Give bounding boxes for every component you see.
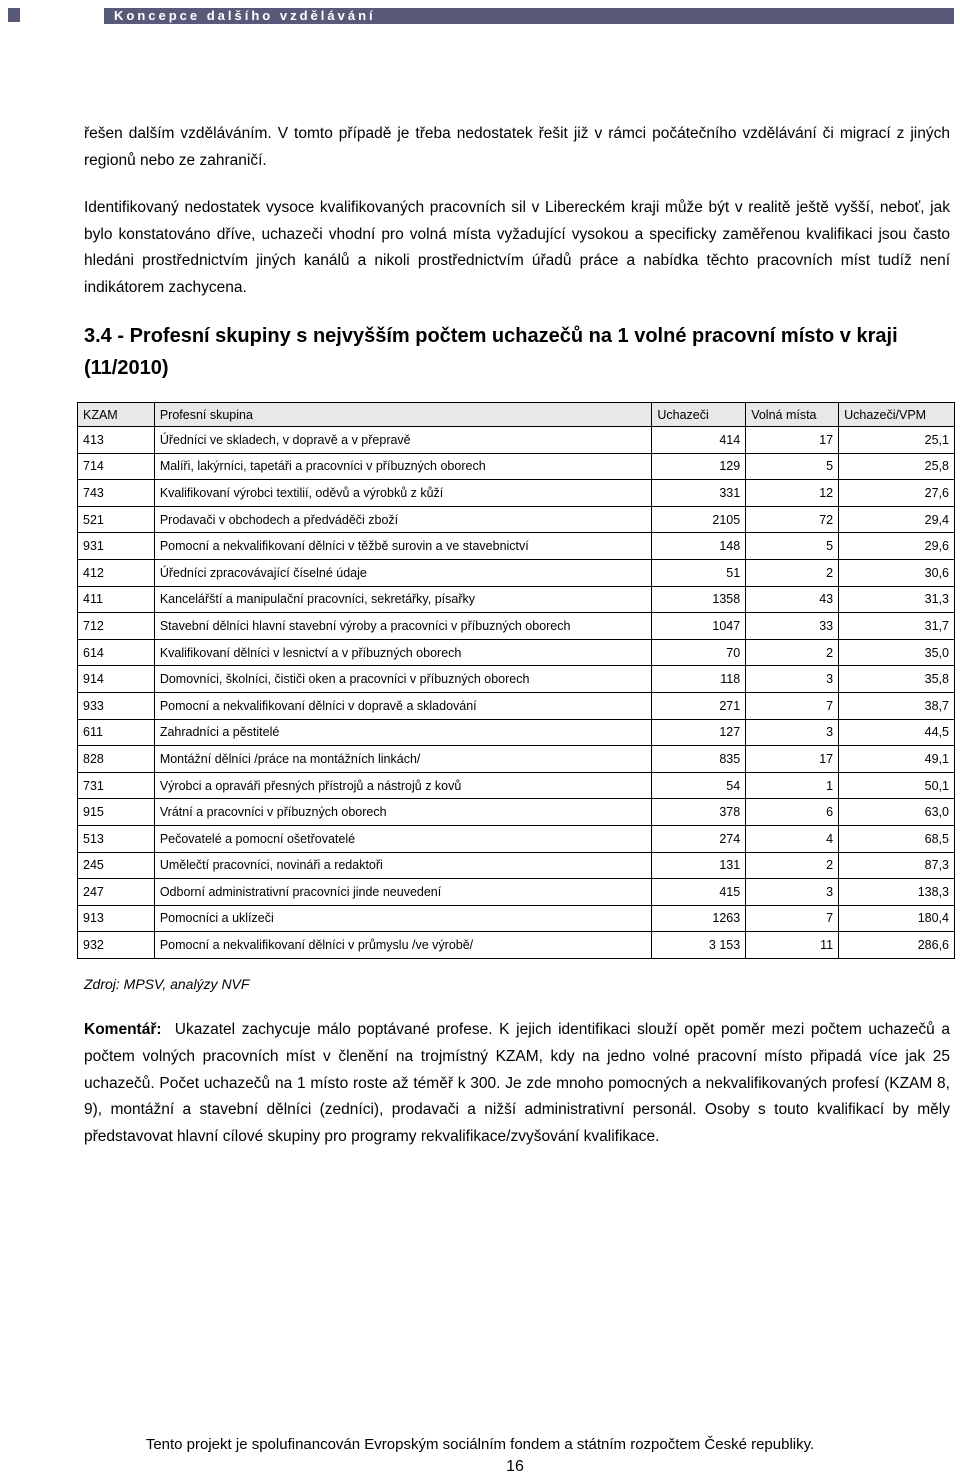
source-note: Zdroj: MPSV, analýzy NVF <box>84 976 250 992</box>
cell-kzam: 411 <box>78 586 155 613</box>
table-row <box>78 879 955 906</box>
cell-uchazeci-vpm: 25,8 <box>839 453 955 480</box>
cell-uchazeci: 70 <box>652 639 746 666</box>
cell-volna-mista: 12 <box>746 480 839 507</box>
cell-kzam: 914 <box>78 666 155 693</box>
header-kzam: KZAM <box>78 403 155 427</box>
cell-uchazeci-vpm: 35,0 <box>839 639 955 666</box>
cell-kzam: 611 <box>78 719 155 746</box>
header-title: Koncepce dalšího vzdělávání <box>114 8 376 23</box>
cell-uchazeci-vpm: 25,1 <box>839 427 955 454</box>
cell-profesni-skupina: Pečovatelé a pomocní ošetřovatelé <box>154 825 652 852</box>
table-row <box>78 586 955 613</box>
header-profesni-skupina: Profesní skupina <box>154 403 652 427</box>
comment-block <box>84 1017 950 1151</box>
cell-volna-mista: 3 <box>746 719 839 746</box>
cell-profesni-skupina: Malíři, lakýrníci, tapetáři a pracovníci v příbuzných oborech <box>154 453 652 480</box>
cell-kzam: 245 <box>78 852 155 879</box>
table-row <box>78 453 955 480</box>
cell-volna-mista: 5 <box>746 453 839 480</box>
table-row <box>78 905 955 932</box>
table-row <box>78 533 955 560</box>
cell-uchazeci: 129 <box>652 453 746 480</box>
comment-text: Ukazatel zachycuje málo poptávané profese. K jejich identifikaci slouží opět poměr mezi počtem uchazečů a počtem volných pracovních míst v členění na trojmístný KZAM, kdy na jedno volné pracovní místo připadá více jak 25 uchazečů. Počet uchazečů na 1 místo roste až téměř k 300. Je zde mnoho pomocných a nekvalifikovaných profesí (KZAM 8, 9), montážní a stavební dělníci (zedníci), prodavači a nižší administrativní personál. Osoby s touto kvalifikací by měly představovat hlavní cílové skupiny pro programy rekvalifikace/zvyšování kvalifikace. <box>84 1021 950 1146</box>
cell-uchazeci: 54 <box>652 772 746 799</box>
cell-uchazeci: 1358 <box>652 586 746 613</box>
header-uchazeci: Uchazeči <box>652 403 746 427</box>
kzam-table <box>77 402 955 959</box>
cell-uchazeci: 51 <box>652 559 746 586</box>
cell-volna-mista: 7 <box>746 692 839 719</box>
cell-uchazeci-vpm: 180,4 <box>839 905 955 932</box>
cell-kzam: 521 <box>78 506 155 533</box>
cell-kzam: 743 <box>78 480 155 507</box>
cell-profesni-skupina: Výrobci a opraváři přesných přístrojů a nástrojů z kovů <box>154 772 652 799</box>
cell-profesni-skupina: Pomocní a nekvalifikovaní dělníci v těžbě surovin a ve stavebnictví <box>154 533 652 560</box>
cell-uchazeci: 414 <box>652 427 746 454</box>
cell-volna-mista: 2 <box>746 559 839 586</box>
cell-uchazeci-vpm: 50,1 <box>839 772 955 799</box>
table-body <box>78 427 955 959</box>
table-row <box>78 639 955 666</box>
header-bar <box>104 8 954 24</box>
cell-uchazeci-vpm: 27,6 <box>839 480 955 507</box>
table-header-row <box>78 403 955 427</box>
cell-volna-mista: 2 <box>746 639 839 666</box>
cell-volna-mista: 43 <box>746 586 839 613</box>
cell-volna-mista: 33 <box>746 613 839 640</box>
cell-uchazeci-vpm: 49,1 <box>839 746 955 773</box>
table-row <box>78 506 955 533</box>
cell-uchazeci-vpm: 29,4 <box>839 506 955 533</box>
cell-kzam: 828 <box>78 746 155 773</box>
cell-kzam: 915 <box>78 799 155 826</box>
cell-profesni-skupina: Umělečtí pracovníci, novináři a redaktoři <box>154 852 652 879</box>
cell-kzam: 513 <box>78 825 155 852</box>
table-row <box>78 852 955 879</box>
cell-uchazeci: 835 <box>652 746 746 773</box>
cell-volna-mista: 3 <box>746 666 839 693</box>
footer-text: Tento projekt je spolufinancován Evropským sociálním fondem a státním rozpočtem České republiky. <box>145 1436 815 1453</box>
cell-volna-mista: 1 <box>746 772 839 799</box>
table-row <box>78 719 955 746</box>
paragraph-2: Identifikovaný nedostatek vysoce kvalifikovaných pracovních sil v Libereckém kraji může být v realitě ještě vyšší, neboť, jak bylo konstatováno dříve, uchazeči vhodní pro volná místa vyžadující vysokou a specificky zaměřenou kvalifikaci jsou často hledáni prostřednictvím jiných kanálů a nikoli prostřednictvím úřadů práce a nabídka těchto pracovních míst tudíž není indikátorem zachycena. <box>84 199 950 296</box>
cell-profesni-skupina: Prodavači v obchodech a předváděči zboží <box>154 506 652 533</box>
cell-profesni-skupina: Stavební dělníci hlavní stavební výroby a pracovníci v příbuzných oborech <box>154 613 652 640</box>
cell-profesni-skupina: Vrátní a pracovníci v příbuzných oborech <box>154 799 652 826</box>
cell-uchazeci-vpm: 31,7 <box>839 613 955 640</box>
table-row <box>78 480 955 507</box>
cell-uchazeci-vpm: 30,6 <box>839 559 955 586</box>
comment-label: Komentář: <box>84 1021 162 1038</box>
cell-profesni-skupina: Pomocníci a uklízeči <box>154 905 652 932</box>
paragraph-1: řešen dalším vzděláváním. V tomto případě je třeba nedostatek řešit již v rámci počátečního vzdělávání či migrací z jiných regionů nebo ze zahraničí. <box>84 125 950 169</box>
cell-volna-mista: 2 <box>746 852 839 879</box>
table-row <box>78 932 955 959</box>
cell-volna-mista: 72 <box>746 506 839 533</box>
cell-uchazeci: 415 <box>652 879 746 906</box>
cell-profesni-skupina: Kvalifikovaní výrobci textilií, oděvů a výrobků z kůží <box>154 480 652 507</box>
cell-uchazeci: 131 <box>652 852 746 879</box>
cell-uchazeci: 331 <box>652 480 746 507</box>
cell-volna-mista: 7 <box>746 905 839 932</box>
cell-uchazeci: 2105 <box>652 506 746 533</box>
section-heading: 3.4 - Profesní skupiny s nejvyšším počtem uchazečů na 1 volné pracovní místo v kraji (11/2010) <box>84 325 898 379</box>
cell-profesni-skupina: Kvalifikovaní dělníci v lesnictví a v příbuzných oborech <box>154 639 652 666</box>
cell-kzam: 412 <box>78 559 155 586</box>
cell-kzam: 731 <box>78 772 155 799</box>
cell-profesni-skupina: Úředníci zpracovávající číselné údaje <box>154 559 652 586</box>
table-row <box>78 613 955 640</box>
table-row <box>78 427 955 454</box>
cell-uchazeci: 148 <box>652 533 746 560</box>
cell-uchazeci-vpm: 87,3 <box>839 852 955 879</box>
cell-kzam: 932 <box>78 932 155 959</box>
cell-uchazeci-vpm: 68,5 <box>839 825 955 852</box>
header-square <box>8 8 20 22</box>
header-volna-mista: Volná místa <box>746 403 839 427</box>
cell-profesni-skupina: Pomocní a nekvalifikovaní dělníci v průmyslu /ve výrobě/ <box>154 932 652 959</box>
cell-kzam: 931 <box>78 533 155 560</box>
cell-uchazeci-vpm: 63,0 <box>839 799 955 826</box>
cell-kzam: 247 <box>78 879 155 906</box>
cell-uchazeci-vpm: 35,8 <box>839 666 955 693</box>
table-row <box>78 746 955 773</box>
cell-uchazeci: 271 <box>652 692 746 719</box>
cell-uchazeci: 378 <box>652 799 746 826</box>
cell-uchazeci: 1263 <box>652 905 746 932</box>
cell-profesni-skupina: Montážní dělníci /práce na montážních linkách/ <box>154 746 652 773</box>
cell-volna-mista: 11 <box>746 932 839 959</box>
cell-kzam: 614 <box>78 639 155 666</box>
cell-uchazeci-vpm: 44,5 <box>839 719 955 746</box>
cell-profesni-skupina: Kancelářští a manipulační pracovníci, sekretářky, písařky <box>154 586 652 613</box>
table-row <box>78 799 955 826</box>
cell-profesni-skupina: Úředníci ve skladech, v dopravě a v přepravě <box>154 427 652 454</box>
table-row <box>78 559 955 586</box>
cell-profesni-skupina: Pomocní a nekvalifikovaní dělníci v dopravě a skladování <box>154 692 652 719</box>
cell-uchazeci: 127 <box>652 719 746 746</box>
cell-uchazeci: 274 <box>652 825 746 852</box>
cell-kzam: 913 <box>78 905 155 932</box>
cell-uchazeci-vpm: 286,6 <box>839 932 955 959</box>
table-row <box>78 666 955 693</box>
cell-volna-mista: 3 <box>746 879 839 906</box>
cell-profesni-skupina: Zahradníci a pěstitelé <box>154 719 652 746</box>
cell-kzam: 413 <box>78 427 155 454</box>
cell-uchazeci: 118 <box>652 666 746 693</box>
cell-uchazeci: 1047 <box>652 613 746 640</box>
header-uchazeci-vpm: Uchazeči/VPM <box>839 403 955 427</box>
table-row <box>78 772 955 799</box>
cell-uchazeci: 3 153 <box>652 932 746 959</box>
cell-volna-mista: 17 <box>746 427 839 454</box>
cell-profesni-skupina: Odborní administrativní pracovníci jinde neuvedení <box>154 879 652 906</box>
cell-volna-mista: 17 <box>746 746 839 773</box>
cell-kzam: 714 <box>78 453 155 480</box>
cell-profesni-skupina: Domovníci, školníci, čističi oken a pracovníci v příbuzných oborech <box>154 666 652 693</box>
cell-volna-mista: 5 <box>746 533 839 560</box>
page-number: 16 <box>506 1458 524 1475</box>
cell-uchazeci-vpm: 138,3 <box>839 879 955 906</box>
cell-uchazeci-vpm: 29,6 <box>839 533 955 560</box>
cell-kzam: 712 <box>78 613 155 640</box>
table-row <box>78 692 955 719</box>
cell-kzam: 933 <box>78 692 155 719</box>
cell-volna-mista: 6 <box>746 799 839 826</box>
cell-uchazeci-vpm: 38,7 <box>839 692 955 719</box>
cell-uchazeci-vpm: 31,3 <box>839 586 955 613</box>
cell-volna-mista: 4 <box>746 825 839 852</box>
table-row <box>78 825 955 852</box>
